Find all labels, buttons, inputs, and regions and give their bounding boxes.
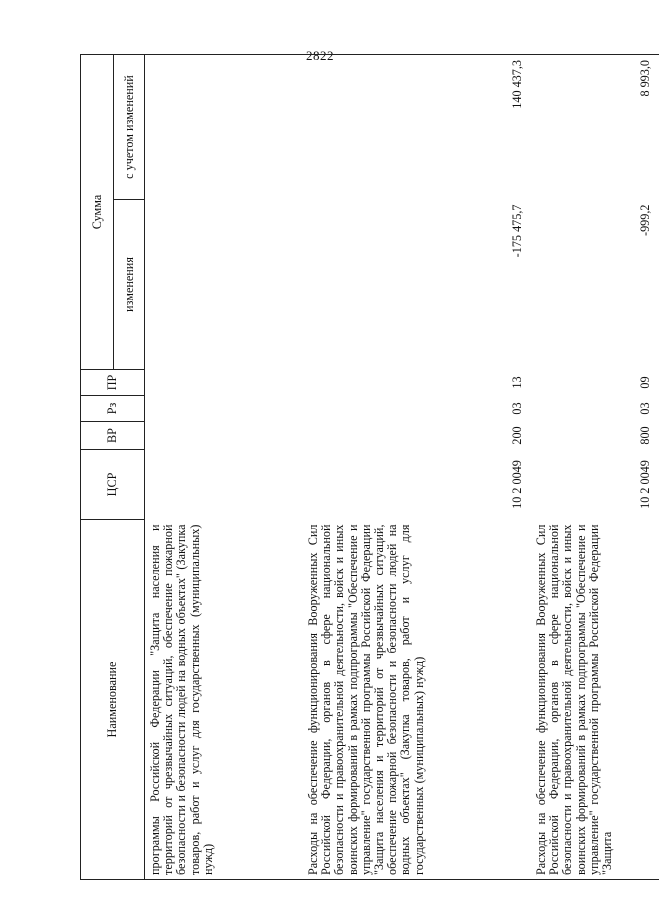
row-s-uchetom: 8 993,0 bbox=[531, 54, 659, 199]
header-csr: ЦСР bbox=[81, 450, 145, 520]
row-csr: 10 2 0049 bbox=[510, 460, 524, 509]
row-name: Расходы на обеспечение функционирования Вооруженных Сил Российской Федерации, органов в сфере национальной безопасности и правоохранительной деятельности, войск и иных воинских формирований в рамках подпрограммы "Обеспечение и управление" государственной программы Российской Федерации "Защита населения и территорий от чрезвычайных ситуаций, обеспечение пожарной безопасности и безопасности людей на водных объектах" (Закупка товаров, работ и услуг для государственных (муниципальных) нужд) bbox=[303, 520, 531, 880]
header-rz: Рз bbox=[81, 396, 145, 422]
row-pr: 13 bbox=[510, 376, 524, 389]
row-izmeneniya: -175 475,7 bbox=[510, 204, 524, 258]
row-pr: 09 bbox=[638, 376, 652, 389]
header-izmeneniya: изменения bbox=[114, 200, 145, 370]
page-number: 2822 bbox=[306, 48, 334, 63]
table-row bbox=[303, 54, 531, 879]
header-sum: Сумма bbox=[81, 54, 114, 369]
header-name: Наименование bbox=[81, 520, 145, 880]
row-rz: 03 bbox=[510, 402, 524, 415]
row-name: программы Российской Федерации "Защита населения и территорий от чрезвычайных ситуаций, обеспечение пожарной безопасности и безопасности людей на водных объектах" (Закупка товаров, работ и услуг для государственных (муниципальных) нужд) bbox=[145, 520, 304, 880]
row-vr: 800 bbox=[638, 426, 652, 445]
row-csr bbox=[145, 450, 304, 520]
row-csr: 10 2 0049 bbox=[638, 460, 652, 509]
row-vr: 200 bbox=[510, 426, 524, 445]
table-row bbox=[531, 54, 659, 879]
budget-table bbox=[80, 54, 659, 880]
row-name: Расходы на обеспечение функционирования Вооруженных Сил Российской Федерации, органов в сфере национальной безопасности и правоохранительной деятельности, войск и иных воинских формирований в рамках подпрограммы "Обеспечение и управление" государственной программы Российской Федерации "Защита bbox=[531, 520, 659, 880]
row-izmeneniya bbox=[145, 200, 304, 370]
header-pr: ПР bbox=[81, 370, 145, 396]
row-rz bbox=[145, 396, 304, 422]
header-s-uchetom: с учетом изменений bbox=[114, 54, 145, 199]
row-vr bbox=[145, 422, 304, 450]
row-rz: 03 bbox=[638, 402, 652, 415]
row-izmeneniya: -999,2 bbox=[638, 204, 652, 236]
table-row bbox=[145, 54, 304, 879]
row-s-uchetom bbox=[145, 54, 304, 199]
row-s-uchetom: 140 437,3 bbox=[303, 54, 531, 199]
rotated-table-container bbox=[80, 55, 652, 880]
header-vr: ВР bbox=[81, 422, 145, 450]
row-pr bbox=[145, 370, 304, 396]
